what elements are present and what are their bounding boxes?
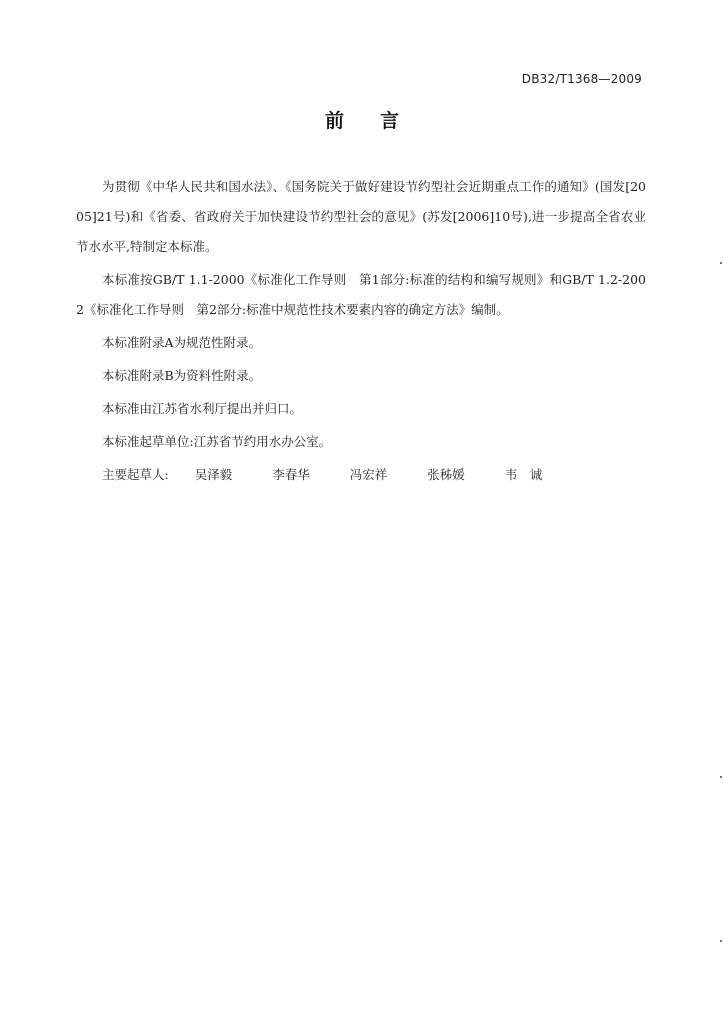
drafter-name: 韦 诚 [504, 467, 543, 482]
title-char-1: 前 [324, 110, 344, 132]
paragraph-drafting-unit: 本标准起草单位:江苏省节约用水办公室。 [102, 434, 332, 449]
scan-edge-mark [720, 940, 722, 942]
paragraph-drafting-basis: 本标准按GB/T 1.1-2000《标准化工作导则 第1部分:标准的结构和编写规则》和GB/T 1.2-2002《标准化工作导则 第2部分:标准中规范性技术要素内容的确定方法》编制。 [76, 272, 646, 317]
drafters-label: 主要起草人: [102, 467, 169, 482]
paragraph-proposer: 本标准由江苏省水利厅提出并归口。 [102, 401, 303, 416]
paragraph-appendix-b: 本标准附录B为资料性附录。 [102, 368, 262, 383]
foreword-body [76, 172, 646, 493]
title-char-2: 言 [380, 110, 400, 132]
drafter-name: 李春华 [272, 467, 310, 482]
paragraph-appendix-a: 本标准附录A为规范性附录。 [102, 335, 262, 350]
scan-edge-mark [720, 262, 722, 264]
drafter-name: 张秭媛 [427, 467, 465, 482]
scan-edge-mark [720, 776, 722, 778]
page-title [0, 106, 724, 133]
drafter-name: 吴泽毅 [194, 467, 233, 482]
paragraph-drafters [76, 460, 646, 490]
paragraph-purpose: 为贯彻《中华人民共和国水法》、《国务院关于做好建设节约型社会近期重点工作的通知》(国发[2005]21号)和《省委、省政府关于加快建设节约型社会的意见》(苏发[2006]10号),进一步提高全省农业节水水平,特制定本标准。 [76, 179, 646, 254]
document-code: DB32/T1368—2009 [521, 72, 642, 86]
drafter-name: 冯宏祥 [349, 467, 388, 482]
